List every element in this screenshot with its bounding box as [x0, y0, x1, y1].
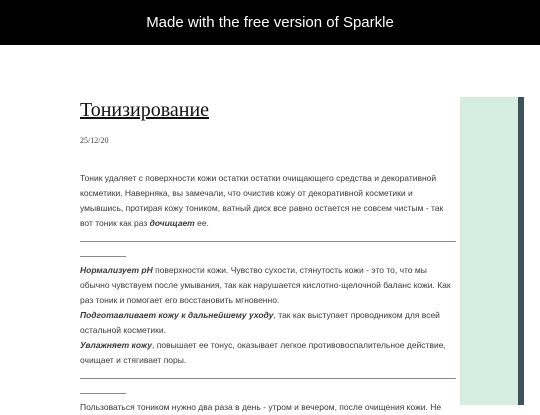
benefit-lead: Увлажняет кожу [80, 340, 153, 350]
benefit-text: , так как выступает проводником для всей остальной косметики. [80, 310, 440, 335]
usage-paragraph: Пользоваться тоником нужно два раза в день - утром и вечером, после очищения кожи. Не [80, 402, 442, 412]
benefit-text: поверхности кожи. Чувство сухости, стянутость кожи - это то, что мы обычно чувствуем после умывания, так как нарушается кислотно-щелочной баланс кожи. Как раз тоник и помогает его восстановить мгновенно. [80, 265, 451, 305]
post-date: 25/12/20 [80, 136, 109, 145]
page-title: Тонизирование [80, 99, 210, 121]
sidebar-panel [460, 97, 518, 405]
sidebar-edge [518, 97, 524, 405]
article [80, 96, 456, 415]
intro-tail: ее. [194, 218, 209, 228]
sparkle-watermark-banner[interactable] [0, 0, 540, 45]
divider [80, 378, 456, 379]
banner-text: Made with the free version of Sparkle [146, 14, 394, 31]
divider-short [80, 393, 126, 394]
intro-text: Тоник удаляет с поверхности кожи остатки остатки очищающего средства и декоративной косметики. Наверняка, вы замечали, что очистив кожу от декоративной косметики и умывшись, протирая кожу тоником, ватный диск все равно остается не совсем чистым - так вот тоник как раз [80, 173, 444, 228]
benefit-lead: Подготавливает кожу к дальнейшему уходу [80, 310, 274, 320]
benefit-lead: Нормализует pH [80, 265, 153, 275]
divider [80, 241, 456, 242]
intro-emphasis: дочищает [149, 218, 195, 228]
benefits-paragraph [80, 263, 456, 368]
intro-paragraph [80, 171, 456, 231]
benefit-text: , повышает ее тонус, оказывает легкое противовоспалительное действие, очищает и стягивает поры. [80, 340, 446, 365]
divider-short [80, 256, 126, 257]
